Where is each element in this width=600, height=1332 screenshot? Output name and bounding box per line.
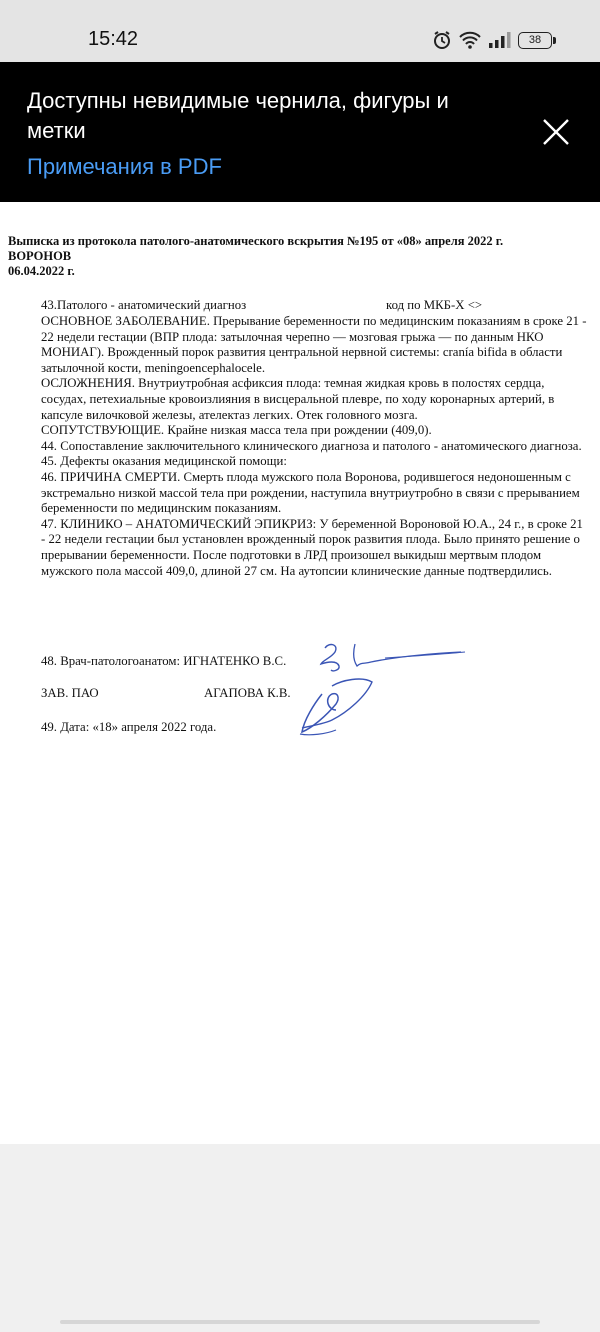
alarm-icon <box>432 30 452 50</box>
banner-message: Доступны невидимые чернила, фигуры и метки <box>27 88 449 143</box>
status-bar <box>0 0 600 62</box>
header-surname: ВОРОНОВ <box>8 249 72 263</box>
diagnosis-line <box>41 298 589 314</box>
item-47: 47. КЛИНИКО – АНАТОМИЧЕСКИЙ ЭПИКРИЗ: У беременной Вороновой Ю.А., 24 г., в сроке 21 - 22 недели гестации был установлен врожденный порок развития плода. Было принято решение о прерывании беременности. После подготовки в ЛРД произошел выкидыш мертвым плодом мужского пола массой 409,0, длиной 27 см. На аутопсии клинические данные подтвердились. <box>41 516 583 578</box>
scrollbar[interactable] <box>60 1320 540 1324</box>
main-disease: ОСНОВНОЕ ЗАБОЛЕВАНИЕ. Прерывание беременности по медицинским показаниям в сроке 21 - 22 недели гестации (ВПР плода: затылочная черепно — мозговая грыжа — по данным НКО МОНИАГ). Врожденный порок развития центральной нервной системы: cranía bifida в области затылочной кости, meningoencephalocele. <box>41 314 587 375</box>
close-icon[interactable] <box>540 116 572 148</box>
icd-code: код по МКБ-Х <> <box>386 298 483 312</box>
battery-indicator: 38 <box>518 32 552 49</box>
head-name: АГАПОВА К.В. <box>204 686 291 700</box>
document-body <box>41 298 589 579</box>
pdf-annotations-link[interactable]: Примечания в PDF <box>27 154 222 179</box>
status-icons <box>432 28 552 52</box>
date-row <box>41 720 216 735</box>
header-date: 06.04.2022 г. <box>8 264 75 278</box>
pathologist-row <box>41 654 286 669</box>
item-46: 46. ПРИЧИНА СМЕРТИ. Смерть плода мужского пола Воронова, родившегося недоношенным с экстремально низкой массой тела при рождении, наступила внутриутробно в связи с прерыванием беременности по медицинским показаниям. <box>41 469 580 516</box>
pathologist-line: 48. Врач-патологоанатом: ИГНАТЕНКО В.С. <box>41 654 287 668</box>
pdf-annotations-banner <box>0 62 600 202</box>
page-gap <box>0 1144 600 1332</box>
header-title: Выписка из протокола патолого-анатомического вскрытия №195 от «08» апреля 2022 г. <box>8 234 504 248</box>
head-row <box>41 686 291 701</box>
pdf-page[interactable] <box>0 202 600 1144</box>
diagnosis-title: 43.Патолого - анатомический диагноз <box>41 298 247 312</box>
item-45: 45. Дефекты оказания медицинской помощи: <box>41 454 287 469</box>
signal-icon <box>488 31 512 49</box>
head-signature <box>292 674 382 744</box>
status-time: 15:42 <box>88 28 139 50</box>
complications: ОСЛОЖНЕНИЯ. Внутриутробная асфиксия плода: темная жидкая кровь в полостях сердца, сосудах, петехиальные кровоизлияния в висцеральной плевре, по ходу коронарных артерий, в капсуле вилочковой железы, ателектаз легких. Отек головного мозга. <box>41 376 555 422</box>
pathologist-signature <box>315 634 485 674</box>
document-header <box>8 234 593 279</box>
document-date: 49. Дата: «18» апреля 2022 года. <box>41 720 217 734</box>
head-title: ЗАВ. ПАО <box>41 686 99 700</box>
wifi-icon <box>458 30 482 50</box>
item-44: 44. Сопоставление заключительного клинического диагноза и патолого - анатомического диагноза. <box>41 438 582 453</box>
concomitant: СОПУТСТВУЮЩИЕ. Крайне низкая масса тела при рождении (409,0). <box>41 423 432 438</box>
